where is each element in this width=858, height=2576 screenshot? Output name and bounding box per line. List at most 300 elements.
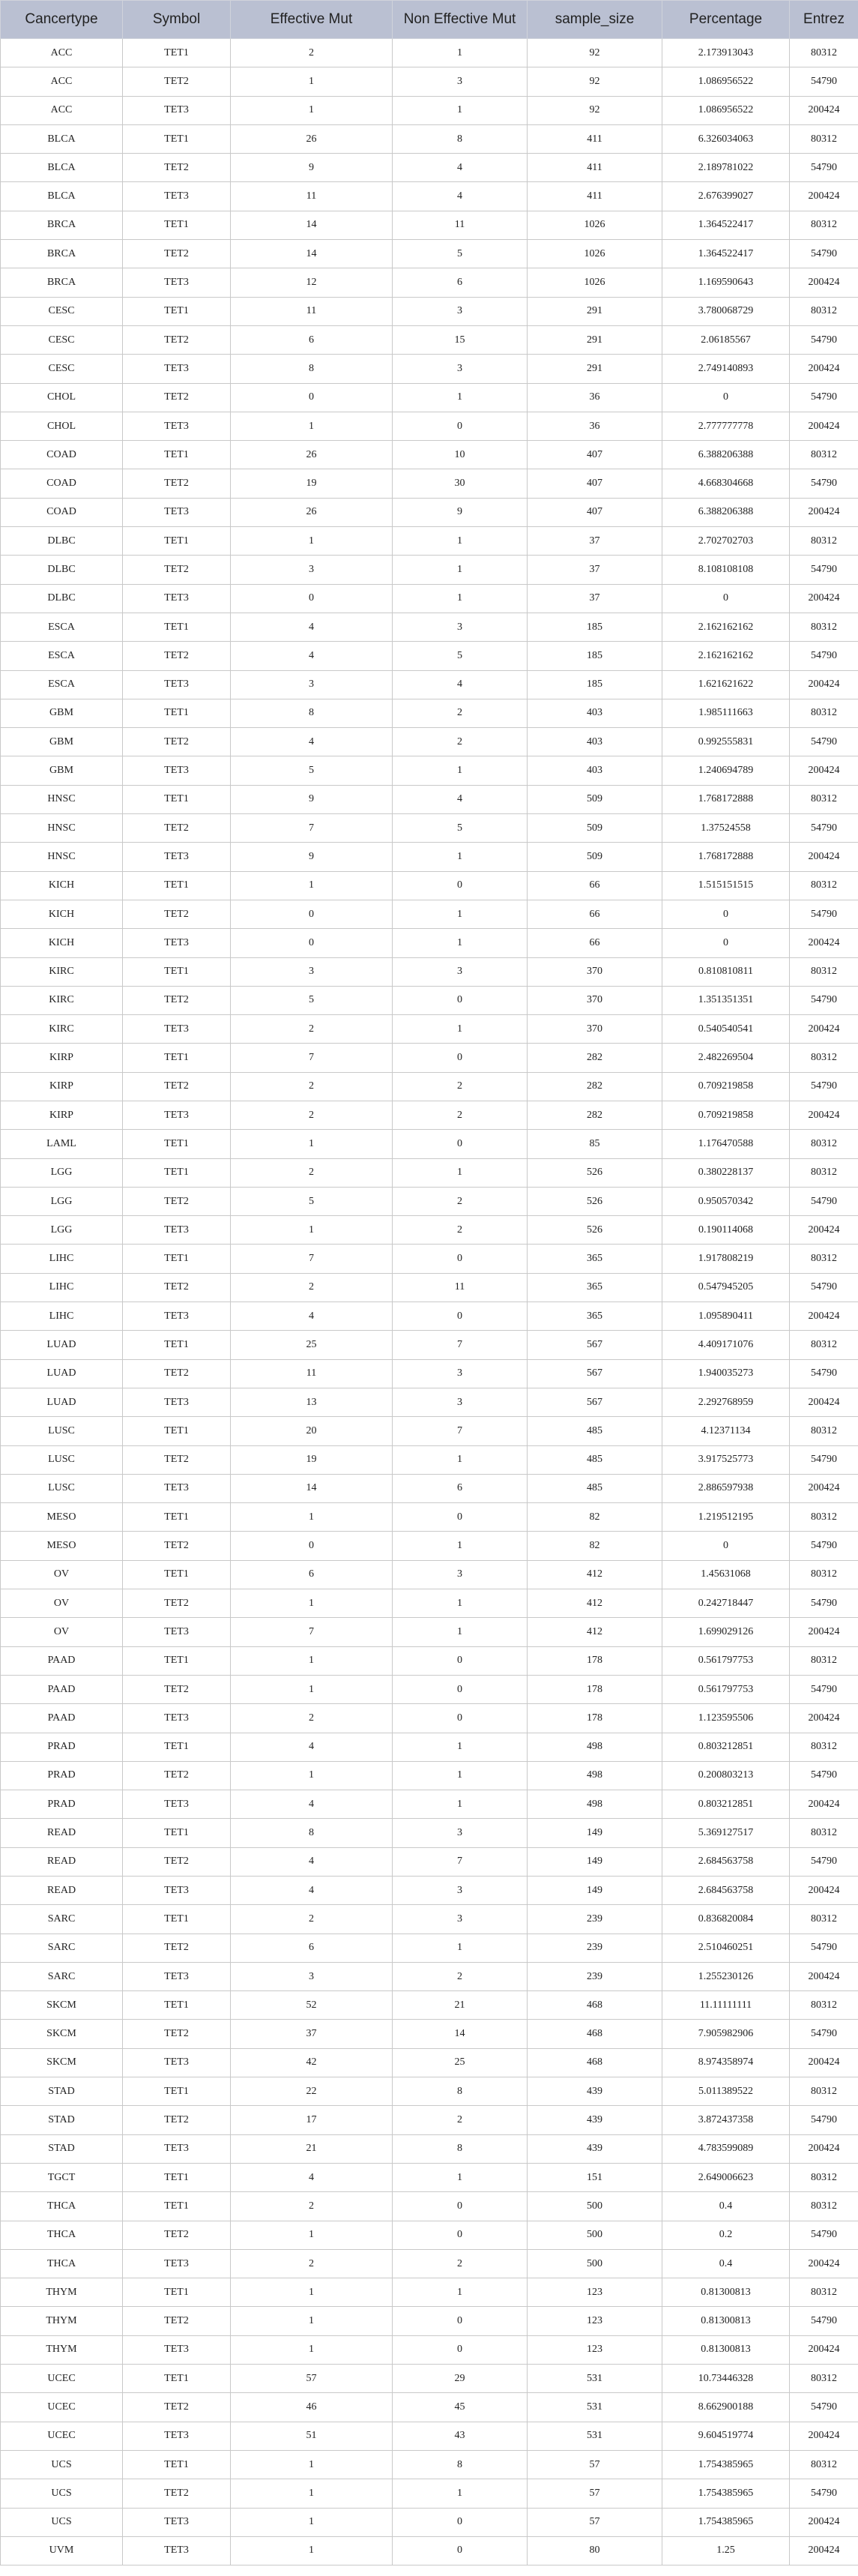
cancertype-cell: ESCA	[1, 642, 123, 670]
effective-mut-cell: 1	[231, 2278, 393, 2307]
entrez-cell: 80312	[790, 297, 858, 325]
sample-size-cell: 151	[528, 2163, 662, 2191]
cancertype-cell: LIHC	[1, 1245, 123, 1273]
sample-size-cell: 291	[528, 297, 662, 325]
entrez-cell: 54790	[790, 1187, 858, 1215]
effective-mut-cell: 5	[231, 986, 393, 1014]
effective-mut-cell: 3	[231, 1962, 393, 1990]
cancertype-cell: PAAD	[1, 1646, 123, 1675]
effective-mut-cell: 1	[231, 2335, 393, 2364]
percentage-cell: 2.189781022	[662, 154, 790, 182]
symbol-cell: TET2	[123, 2020, 231, 2048]
table-row	[1, 929, 858, 957]
effective-mut-cell: 1	[231, 1503, 393, 1532]
sample-size-cell: 485	[528, 1417, 662, 1445]
symbol-cell: TET3	[123, 1015, 231, 1044]
percentage-cell: 2.482269504	[662, 1044, 790, 1072]
percentage-cell: 1.985111663	[662, 699, 790, 727]
table-row	[1, 986, 858, 1014]
cancertype-cell: LGG	[1, 1158, 123, 1187]
percentage-cell: 0.81300813	[662, 2335, 790, 2364]
cancertype-cell: SARC	[1, 1962, 123, 1990]
table-row	[1, 1101, 858, 1129]
entrez-cell: 200424	[790, 1302, 858, 1331]
entrez-cell: 80312	[790, 1417, 858, 1445]
sample-size-cell: 185	[528, 613, 662, 641]
non-effective-mut-cell: 2	[393, 728, 528, 756]
percentage-cell: 1.086956522	[662, 96, 790, 124]
effective-mut-cell: 2	[231, 39, 393, 67]
effective-mut-cell: 7	[231, 1618, 393, 1646]
effective-mut-cell: 51	[231, 2422, 393, 2450]
effective-mut-cell: 2	[231, 1273, 393, 1301]
non-effective-mut-cell: 14	[393, 2020, 528, 2048]
cancertype-cell: LUAD	[1, 1388, 123, 1416]
effective-mut-cell: 6	[231, 1933, 393, 1962]
sample-size-cell: 185	[528, 670, 662, 699]
percentage-cell: 0.4	[662, 2192, 790, 2221]
percentage-cell: 0.2	[662, 2221, 790, 2249]
percentage-cell: 4.12371134	[662, 1417, 790, 1445]
non-effective-mut-cell: 1	[393, 1015, 528, 1044]
sample-size-cell: 80	[528, 2536, 662, 2565]
symbol-cell: TET2	[123, 1187, 231, 1215]
cancertype-cell: UCEC	[1, 2393, 123, 2422]
non-effective-mut-cell: 1	[393, 2278, 528, 2307]
entrez-cell: 200424	[790, 584, 858, 613]
effective-mut-cell: 5	[231, 1187, 393, 1215]
effective-mut-cell: 37	[231, 2020, 393, 2048]
symbol-cell: TET3	[123, 2335, 231, 2364]
table-row	[1, 1474, 858, 1502]
sample-size-cell: 567	[528, 1331, 662, 1359]
non-effective-mut-cell: 3	[393, 355, 528, 383]
non-effective-mut-cell: 7	[393, 1847, 528, 1876]
cancertype-cell: OV	[1, 1618, 123, 1646]
non-effective-mut-cell: 9	[393, 498, 528, 526]
cancertype-cell: READ	[1, 1819, 123, 1847]
table-body	[1, 39, 858, 2566]
table-row	[1, 2048, 858, 2077]
symbol-cell: TET1	[123, 2450, 231, 2479]
entrez-cell: 80312	[790, 39, 858, 67]
table-row	[1, 2134, 858, 2163]
table-row	[1, 900, 858, 928]
entrez-cell: 54790	[790, 325, 858, 354]
effective-mut-cell: 9	[231, 843, 393, 871]
table-row	[1, 268, 858, 297]
symbol-cell: TET1	[123, 1158, 231, 1187]
symbol-cell: TET2	[123, 2479, 231, 2508]
cancertype-cell: THYM	[1, 2307, 123, 2335]
effective-mut-cell: 0	[231, 584, 393, 613]
table-row	[1, 469, 858, 498]
table-row	[1, 1130, 858, 1158]
symbol-cell: TET2	[123, 67, 231, 96]
non-effective-mut-cell: 1	[393, 2163, 528, 2191]
table-row	[1, 2365, 858, 2393]
percentage-cell: 8.974358974	[662, 2048, 790, 2077]
effective-mut-cell: 2	[231, 1704, 393, 1733]
symbol-cell: TET1	[123, 785, 231, 813]
entrez-cell: 54790	[790, 986, 858, 1014]
symbol-cell: TET1	[123, 441, 231, 469]
non-effective-mut-cell: 3	[393, 1359, 528, 1388]
cancertype-cell: KIRP	[1, 1044, 123, 1072]
non-effective-mut-cell: 0	[393, 1503, 528, 1532]
effective-mut-cell: 22	[231, 2077, 393, 2106]
effective-mut-cell: 26	[231, 498, 393, 526]
entrez-cell: 80312	[790, 1905, 858, 1933]
symbol-cell: TET2	[123, 728, 231, 756]
effective-mut-cell: 13	[231, 1388, 393, 1416]
non-effective-mut-cell: 1	[393, 584, 528, 613]
cancertype-cell: UCEC	[1, 2422, 123, 2450]
table-row	[1, 1560, 858, 1589]
non-effective-mut-cell: 0	[393, 2221, 528, 2249]
cancertype-cell: GBM	[1, 728, 123, 756]
non-effective-mut-cell: 1	[393, 2479, 528, 2508]
cancertype-cell: CESC	[1, 325, 123, 354]
entrez-cell: 54790	[790, 1359, 858, 1388]
effective-mut-cell: 1	[231, 2221, 393, 2249]
non-effective-mut-cell: 4	[393, 182, 528, 211]
entrez-cell: 54790	[790, 2393, 858, 2422]
non-effective-mut-cell: 45	[393, 2393, 528, 2422]
effective-mut-cell: 14	[231, 211, 393, 239]
cancertype-cell: THYM	[1, 2335, 123, 2364]
non-effective-mut-cell: 1	[393, 843, 528, 871]
effective-mut-cell: 19	[231, 469, 393, 498]
percentage-cell: 6.326034063	[662, 124, 790, 153]
non-effective-mut-cell: 4	[393, 154, 528, 182]
table-row	[1, 1589, 858, 1618]
sample-size-cell: 526	[528, 1158, 662, 1187]
effective-mut-cell: 1	[231, 1589, 393, 1618]
entrez-cell: 200424	[790, 2249, 858, 2278]
cancertype-cell: LIHC	[1, 1302, 123, 1331]
cancertype-cell: KIRC	[1, 986, 123, 1014]
percentage-cell: 1.754385965	[662, 2508, 790, 2536]
effective-mut-cell: 0	[231, 900, 393, 928]
effective-mut-cell: 20	[231, 1417, 393, 1445]
sample-size-cell: 411	[528, 124, 662, 153]
effective-mut-cell: 9	[231, 154, 393, 182]
non-effective-mut-cell: 1	[393, 900, 528, 928]
cancertype-cell: LUAD	[1, 1331, 123, 1359]
table-row	[1, 699, 858, 727]
non-effective-mut-cell: 8	[393, 2134, 528, 2163]
effective-mut-cell: 4	[231, 1302, 393, 1331]
cancertype-cell: SARC	[1, 1905, 123, 1933]
effective-mut-cell: 52	[231, 1991, 393, 2020]
sample-size-cell: 123	[528, 2278, 662, 2307]
entrez-cell: 80312	[790, 1991, 858, 2020]
symbol-cell: TET3	[123, 1302, 231, 1331]
cancertype-cell: KICH	[1, 929, 123, 957]
non-effective-mut-cell: 0	[393, 412, 528, 440]
symbol-cell: TET1	[123, 527, 231, 556]
symbol-cell: TET2	[123, 1589, 231, 1618]
cancertype-cell: CHOL	[1, 383, 123, 412]
symbol-cell: TET1	[123, 1560, 231, 1589]
entrez-cell: 200424	[790, 2536, 858, 2565]
sample-size-cell: 282	[528, 1101, 662, 1129]
col-header-sample-size: sample_size	[528, 1, 662, 39]
effective-mut-cell: 1	[231, 1130, 393, 1158]
table-row	[1, 1044, 858, 1072]
entrez-cell: 54790	[790, 814, 858, 843]
symbol-cell: TET2	[123, 556, 231, 584]
effective-mut-cell: 6	[231, 1560, 393, 1589]
table-row	[1, 1015, 858, 1044]
effective-mut-cell: 4	[231, 728, 393, 756]
effective-mut-cell: 1	[231, 871, 393, 900]
table-row	[1, 1503, 858, 1532]
cancertype-cell: LGG	[1, 1216, 123, 1245]
percentage-cell: 1.754385965	[662, 2450, 790, 2479]
symbol-cell: TET1	[123, 1819, 231, 1847]
entrez-cell: 54790	[790, 1761, 858, 1790]
effective-mut-cell: 4	[231, 1847, 393, 1876]
symbol-cell: TET2	[123, 325, 231, 354]
sample-size-cell: 1026	[528, 268, 662, 297]
percentage-cell: 0.561797753	[662, 1675, 790, 1703]
percentage-cell: 0	[662, 1532, 790, 1560]
percentage-cell: 2.676399027	[662, 182, 790, 211]
percentage-cell: 1.240694789	[662, 756, 790, 785]
percentage-cell: 2.292768959	[662, 1388, 790, 1416]
cancertype-cell: STAD	[1, 2106, 123, 2134]
sample-size-cell: 178	[528, 1704, 662, 1733]
cancertype-cell: KIRC	[1, 957, 123, 986]
non-effective-mut-cell: 1	[393, 1589, 528, 1618]
non-effective-mut-cell: 0	[393, 1245, 528, 1273]
sample-size-cell: 1026	[528, 211, 662, 239]
cancertype-cell: UCS	[1, 2508, 123, 2536]
cancertype-cell: OV	[1, 1589, 123, 1618]
cancertype-cell: LGG	[1, 1187, 123, 1215]
cancertype-cell: PRAD	[1, 1761, 123, 1790]
symbol-cell: TET3	[123, 1790, 231, 1819]
sample-size-cell: 407	[528, 469, 662, 498]
symbol-cell: TET3	[123, 182, 231, 211]
effective-mut-cell: 4	[231, 642, 393, 670]
cancertype-cell: PAAD	[1, 1704, 123, 1733]
non-effective-mut-cell: 8	[393, 2450, 528, 2479]
percentage-cell: 1.364522417	[662, 211, 790, 239]
symbol-cell: TET1	[123, 2365, 231, 2393]
effective-mut-cell: 8	[231, 355, 393, 383]
cancertype-cell: THCA	[1, 2249, 123, 2278]
percentage-cell: 1.37524558	[662, 814, 790, 843]
effective-mut-cell: 8	[231, 1819, 393, 1847]
sample-size-cell: 178	[528, 1675, 662, 1703]
effective-mut-cell: 1	[231, 527, 393, 556]
sample-size-cell: 531	[528, 2365, 662, 2393]
cancertype-cell: SARC	[1, 1933, 123, 1962]
non-effective-mut-cell: 1	[393, 556, 528, 584]
percentage-cell: 6.388206388	[662, 498, 790, 526]
effective-mut-cell: 2	[231, 1905, 393, 1933]
cancertype-cell: SKCM	[1, 1991, 123, 2020]
symbol-cell: TET2	[123, 1445, 231, 1474]
entrez-cell: 80312	[790, 2077, 858, 2106]
entrez-cell: 200424	[790, 1015, 858, 1044]
percentage-cell: 7.905982906	[662, 2020, 790, 2048]
percentage-cell: 2.510460251	[662, 1933, 790, 1962]
entrez-cell: 200424	[790, 929, 858, 957]
table-row	[1, 2536, 858, 2565]
effective-mut-cell: 1	[231, 96, 393, 124]
table-row	[1, 2163, 858, 2191]
symbol-cell: TET3	[123, 2508, 231, 2536]
effective-mut-cell: 12	[231, 268, 393, 297]
symbol-cell: TET3	[123, 584, 231, 613]
symbol-cell: TET1	[123, 1905, 231, 1933]
non-effective-mut-cell: 0	[393, 2307, 528, 2335]
table-row	[1, 2393, 858, 2422]
table-row	[1, 1072, 858, 1101]
col-header-cancertype: Cancertype	[1, 1, 123, 39]
table-row	[1, 756, 858, 785]
percentage-cell: 1.25	[662, 2536, 790, 2565]
effective-mut-cell: 2	[231, 1101, 393, 1129]
percentage-cell: 3.872437358	[662, 2106, 790, 2134]
sample-size-cell: 365	[528, 1245, 662, 1273]
effective-mut-cell: 7	[231, 1245, 393, 1273]
sample-size-cell: 282	[528, 1072, 662, 1101]
table-row	[1, 1877, 858, 1905]
entrez-cell: 200424	[790, 355, 858, 383]
symbol-cell: TET3	[123, 96, 231, 124]
cancertype-cell: LUSC	[1, 1445, 123, 1474]
table-row	[1, 1847, 858, 1876]
table-row	[1, 642, 858, 670]
sample-size-cell: 526	[528, 1187, 662, 1215]
entrez-cell: 200424	[790, 1962, 858, 1990]
cancertype-cell: LUSC	[1, 1417, 123, 1445]
non-effective-mut-cell: 2	[393, 699, 528, 727]
entrez-cell: 200424	[790, 670, 858, 699]
non-effective-mut-cell: 0	[393, 2508, 528, 2536]
effective-mut-cell: 1	[231, 2536, 393, 2565]
table-row	[1, 1819, 858, 1847]
cancertype-cell: ACC	[1, 96, 123, 124]
effective-mut-cell: 7	[231, 814, 393, 843]
symbol-cell: TET3	[123, 1101, 231, 1129]
sample-size-cell: 500	[528, 2249, 662, 2278]
non-effective-mut-cell: 1	[393, 96, 528, 124]
entrez-cell: 80312	[790, 1130, 858, 1158]
non-effective-mut-cell: 15	[393, 325, 528, 354]
table-row	[1, 1991, 858, 2020]
effective-mut-cell: 6	[231, 325, 393, 354]
percentage-cell: 0.803212851	[662, 1790, 790, 1819]
non-effective-mut-cell: 5	[393, 814, 528, 843]
effective-mut-cell: 1	[231, 1646, 393, 1675]
percentage-cell: 8.662900188	[662, 2393, 790, 2422]
entrez-cell: 80312	[790, 1331, 858, 1359]
sample-size-cell: 526	[528, 1216, 662, 1245]
entrez-cell: 54790	[790, 1273, 858, 1301]
cancertype-cell: DLBC	[1, 556, 123, 584]
percentage-cell: 0.200803213	[662, 1761, 790, 1790]
non-effective-mut-cell: 2	[393, 1187, 528, 1215]
non-effective-mut-cell: 1	[393, 1158, 528, 1187]
percentage-cell: 1.699029126	[662, 1618, 790, 1646]
symbol-cell: TET3	[123, 1618, 231, 1646]
sample-size-cell: 531	[528, 2422, 662, 2450]
effective-mut-cell: 1	[231, 1761, 393, 1790]
non-effective-mut-cell: 0	[393, 1675, 528, 1703]
symbol-cell: TET2	[123, 2221, 231, 2249]
symbol-cell: TET2	[123, 1359, 231, 1388]
sample-size-cell: 123	[528, 2307, 662, 2335]
entrez-cell: 80312	[790, 2192, 858, 2221]
percentage-cell: 0	[662, 383, 790, 412]
symbol-cell: TET1	[123, 2163, 231, 2191]
symbol-cell: TET2	[123, 1532, 231, 1560]
sample-size-cell: 291	[528, 325, 662, 354]
symbol-cell: TET1	[123, 124, 231, 153]
non-effective-mut-cell: 11	[393, 211, 528, 239]
symbol-cell: TET2	[123, 814, 231, 843]
effective-mut-cell: 1	[231, 67, 393, 96]
cancertype-cell: KIRP	[1, 1101, 123, 1129]
sample-size-cell: 365	[528, 1273, 662, 1301]
symbol-cell: TET3	[123, 2249, 231, 2278]
col-header-entrez: Entrez	[790, 1, 858, 39]
entrez-cell: 200424	[790, 1790, 858, 1819]
symbol-cell: TET1	[123, 1044, 231, 1072]
table-row	[1, 613, 858, 641]
sample-size-cell: 412	[528, 1560, 662, 1589]
entrez-cell: 54790	[790, 1532, 858, 1560]
cancertype-cell: CESC	[1, 297, 123, 325]
sample-size-cell: 411	[528, 182, 662, 211]
entrez-cell: 200424	[790, 2134, 858, 2163]
symbol-cell: TET3	[123, 498, 231, 526]
symbol-cell: TET3	[123, 412, 231, 440]
symbol-cell: TET1	[123, 1646, 231, 1675]
cancertype-cell: MESO	[1, 1532, 123, 1560]
non-effective-mut-cell: 0	[393, 1130, 528, 1158]
cancertype-cell: LUSC	[1, 1474, 123, 1502]
effective-mut-cell: 4	[231, 613, 393, 641]
symbol-cell: TET2	[123, 986, 231, 1014]
entrez-cell: 54790	[790, 67, 858, 96]
entrez-cell: 80312	[790, 957, 858, 986]
symbol-cell: TET3	[123, 2422, 231, 2450]
non-effective-mut-cell: 4	[393, 785, 528, 813]
sample-size-cell: 509	[528, 785, 662, 813]
entrez-cell: 80312	[790, 1044, 858, 1072]
effective-mut-cell: 42	[231, 2048, 393, 2077]
entrez-cell: 80312	[790, 871, 858, 900]
entrez-cell: 200424	[790, 1474, 858, 1502]
symbol-cell: TET2	[123, 1675, 231, 1703]
sample-size-cell: 82	[528, 1503, 662, 1532]
table-row	[1, 182, 858, 211]
symbol-cell: TET3	[123, 2536, 231, 2565]
symbol-cell: TET1	[123, 211, 231, 239]
entrez-cell: 54790	[790, 1933, 858, 1962]
entrez-cell: 200424	[790, 756, 858, 785]
percentage-cell: 0.561797753	[662, 1646, 790, 1675]
table-row	[1, 39, 858, 67]
table-row	[1, 2508, 858, 2536]
